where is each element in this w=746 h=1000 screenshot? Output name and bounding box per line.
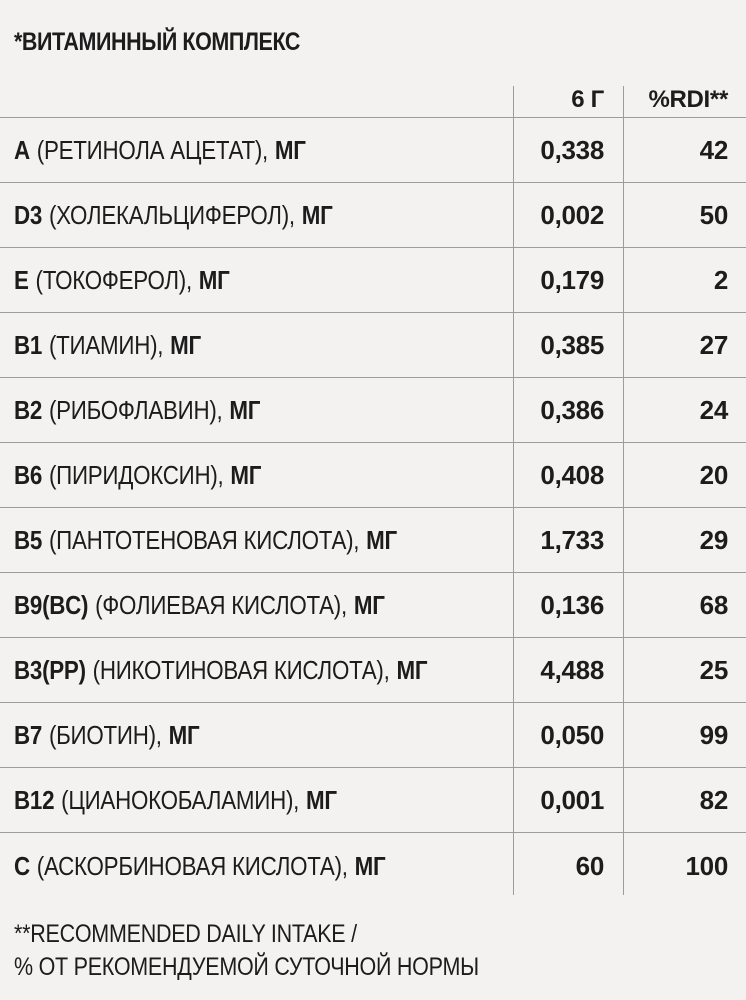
rdi-value: 82 bbox=[699, 784, 728, 815]
vitamin-unit: МГ bbox=[354, 850, 386, 881]
table-row bbox=[0, 508, 746, 573]
column-header-grams: 6 Г bbox=[571, 86, 604, 113]
table-row bbox=[0, 313, 746, 378]
table-row bbox=[0, 833, 746, 899]
vitamin-unit: МГ bbox=[366, 524, 397, 555]
grams-value: 0,002 bbox=[540, 199, 604, 230]
footnote bbox=[14, 918, 479, 984]
grams-value: 0,386 bbox=[540, 394, 604, 425]
column-header-rdi: %RDI** bbox=[648, 86, 728, 113]
vitamin-unit: МГ bbox=[305, 784, 337, 815]
vitamin-description: (БИОТИН), bbox=[48, 719, 162, 750]
table-row bbox=[0, 703, 746, 768]
rdi-value: 20 bbox=[699, 459, 728, 490]
grams-value: 4,488 bbox=[540, 654, 604, 685]
vitamin-description: (ПАНТОТЕНОВАЯ КИСЛОТА), bbox=[48, 524, 360, 555]
vitamin-code: D3 bbox=[14, 199, 43, 230]
vitamin-name-cell bbox=[14, 638, 427, 702]
vitamin-unit: МГ bbox=[198, 264, 230, 295]
grams-value: 0,385 bbox=[540, 329, 604, 360]
vitamin-unit: МГ bbox=[230, 459, 262, 490]
table-row bbox=[0, 118, 746, 183]
vitamin-code: B2 bbox=[14, 394, 43, 425]
table-row bbox=[0, 768, 746, 833]
vitamin-name-cell bbox=[14, 183, 333, 247]
vitamin-description: (ЦИАНОКОБАЛАМИН), bbox=[61, 784, 300, 815]
table-row bbox=[0, 638, 746, 703]
vitamin-code: E bbox=[14, 264, 29, 295]
table-row bbox=[0, 248, 746, 313]
vitamin-name-cell bbox=[14, 443, 261, 507]
rdi-value: 25 bbox=[699, 654, 728, 685]
rdi-value: 99 bbox=[699, 719, 728, 750]
column-divider bbox=[513, 86, 514, 895]
vitamin-code: A bbox=[14, 134, 30, 165]
vitamin-code: B1 bbox=[14, 329, 43, 360]
rdi-value: 24 bbox=[699, 394, 728, 425]
vitamin-code: B6 bbox=[14, 459, 43, 490]
vitamin-code: B12 bbox=[14, 784, 55, 815]
vitamin-unit: МГ bbox=[353, 589, 385, 620]
vitamin-description: (ТИАМИН), bbox=[48, 329, 164, 360]
rdi-value: 68 bbox=[699, 589, 728, 620]
table-header-row bbox=[0, 86, 746, 118]
grams-value: 0,408 bbox=[540, 459, 604, 490]
vitamin-name-cell bbox=[14, 118, 306, 182]
vitamin-description: (ПИРИДОКСИН), bbox=[48, 459, 224, 490]
vitamin-unit: МГ bbox=[229, 394, 261, 425]
vitamin-unit: МГ bbox=[301, 199, 333, 230]
column-divider bbox=[623, 86, 624, 895]
vitamin-description: (АСКОРБИНОВАЯ КИСЛОТА), bbox=[36, 850, 348, 881]
vitamin-code: C bbox=[14, 850, 30, 881]
table-row bbox=[0, 443, 746, 508]
table-row bbox=[0, 378, 746, 443]
vitamin-code: B5 bbox=[14, 524, 43, 555]
rdi-value: 42 bbox=[699, 134, 728, 165]
rdi-value: 2 bbox=[713, 264, 728, 295]
vitamin-name-cell bbox=[14, 378, 260, 442]
vitamin-description: (ХОЛЕКАЛЬЦИФЕРОЛ), bbox=[48, 199, 295, 230]
table-row bbox=[0, 573, 746, 638]
grams-value: 1,733 bbox=[540, 524, 604, 555]
rdi-value: 29 bbox=[699, 524, 728, 555]
page-title: *ВИТАМИННЫЙ КОМПЛЕКС bbox=[14, 28, 300, 56]
footnote-line-1: **RECOMMENDED DAILY INTAKE / bbox=[14, 920, 357, 948]
grams-value: 0,136 bbox=[540, 589, 604, 620]
vitamin-description: (РИБОФЛАВИН), bbox=[48, 394, 223, 425]
vitamin-description: (ФОЛИЕВАЯ КИСЛОТА), bbox=[95, 589, 347, 620]
vitamin-code: B9(BC) bbox=[14, 589, 89, 620]
grams-value: 0,050 bbox=[540, 719, 604, 750]
vitamin-description: (РЕТИНОЛА АЦЕТАТ), bbox=[36, 134, 268, 165]
vitamin-unit: МГ bbox=[274, 134, 306, 165]
rdi-value: 27 bbox=[699, 329, 728, 360]
grams-value: 0,001 bbox=[540, 784, 604, 815]
vitamin-description: (НИКОТИНОВАЯ КИСЛОТА), bbox=[92, 654, 390, 685]
vitamin-description: (ТОКОФЕРОЛ), bbox=[35, 264, 192, 295]
vitamin-code: B7 bbox=[14, 719, 43, 750]
vitamin-name-cell bbox=[14, 703, 199, 767]
vitamin-unit: МГ bbox=[168, 719, 200, 750]
rdi-value: 100 bbox=[685, 850, 728, 881]
footnote-line-2: % ОТ РЕКОМЕНДУЕМОЙ СУТОЧНОЙ НОРМЫ bbox=[14, 953, 479, 981]
vitamin-unit: МГ bbox=[170, 329, 201, 360]
table-row bbox=[0, 183, 746, 248]
vitamin-unit: МГ bbox=[396, 654, 428, 685]
vitamin-code: B3(PP) bbox=[14, 654, 86, 685]
vitamin-table bbox=[0, 86, 746, 899]
vitamin-name-cell bbox=[14, 508, 397, 572]
vitamin-name-cell bbox=[14, 833, 385, 899]
vitamin-name-cell bbox=[14, 573, 385, 637]
vitamin-name-cell bbox=[14, 768, 337, 832]
grams-value: 0,338 bbox=[540, 134, 604, 165]
grams-value: 0,179 bbox=[540, 264, 604, 295]
grams-value: 60 bbox=[575, 850, 604, 881]
vitamin-name-cell bbox=[14, 313, 201, 377]
vitamin-name-cell bbox=[14, 248, 230, 312]
rdi-value: 50 bbox=[699, 199, 728, 230]
